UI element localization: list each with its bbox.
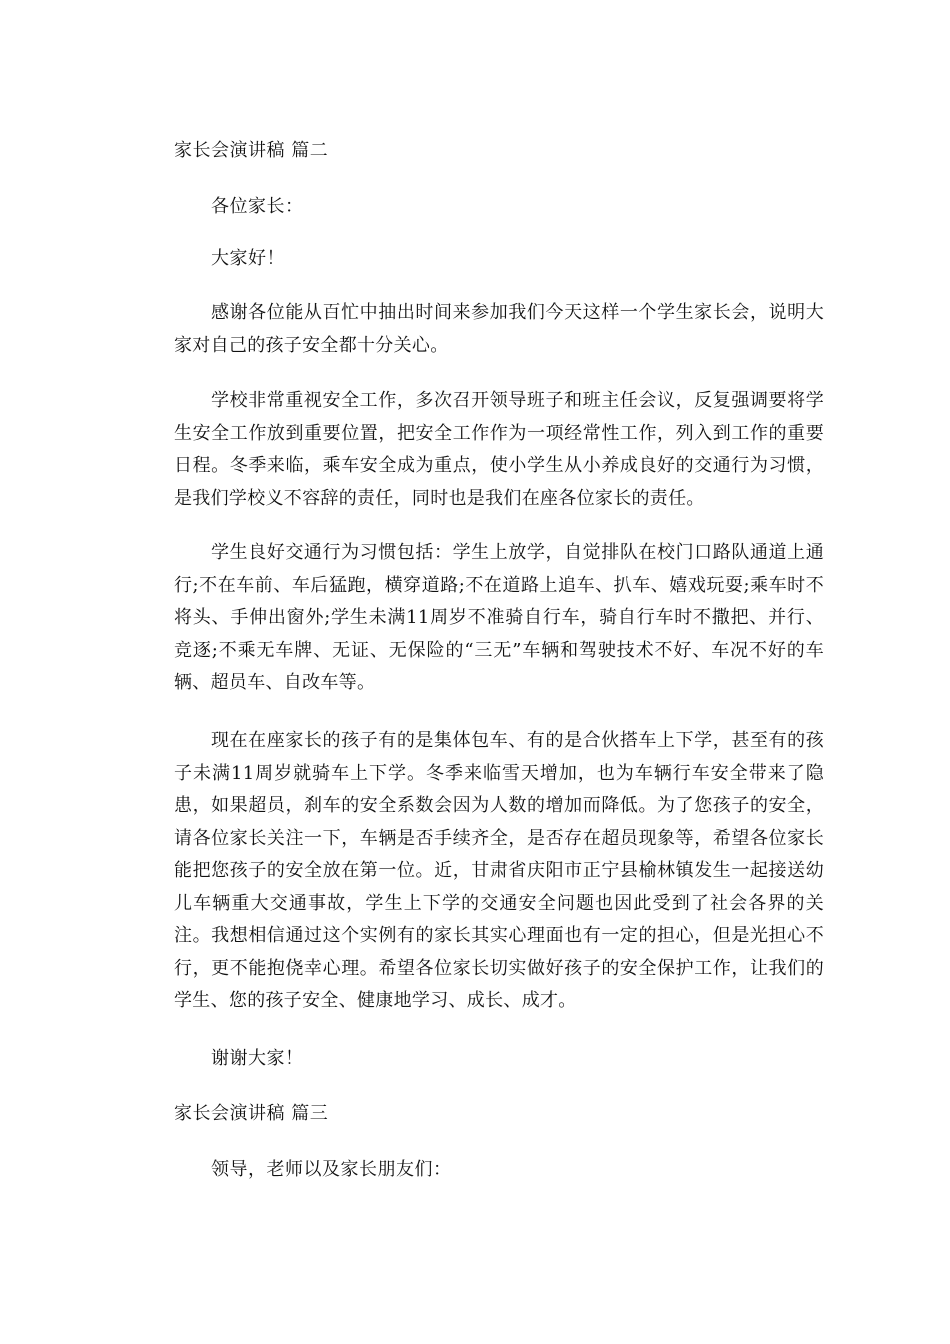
salutation-3: 领导，老师以及家长朋友们： — [211, 1159, 452, 1180]
paragraph-traffic-habits: 学生良好交通行为习惯包括：学生上放学，自觉排队在校门口路队通道上通行;不在车前、车后猛跑，横穿道路;不在道路上追车、扒车、嬉戏玩耍;乘车时不将头、手伸出窗外;学生未满11周岁不准骑自行车，骑自行车时不撒把、并行、竞逐;不乘无车牌、无证、无保险的“三无”车辆和驾驶技术不好、车况不好的车辆、超员车、自改车等。 — [174, 542, 824, 693]
paragraph-school-safety: 学校非常重视安全工作，多次召开领导班子和班主任会议，反复强调要将学生安全工作放到重要位置，把安全工作作为一项经常性工作，列入到工作的重要日程。冬季来临，乘车安全成为重点，使小学生从小养成良好的交通行为习惯，是我们学校义不容辞的责任，同时也是我们在座各位家长的责任。 — [174, 390, 824, 509]
closing: 谢谢大家！ — [211, 1048, 304, 1069]
paragraph-parents-attention: 现在在座家长的孩子有的是集体包车、有的是合伙搭车上下学，甚至有的孩子未满11周岁就骑车上下学。冬季来临雪天增加，也为车辆行车安全带来了隐患，如果超员，刹车的安全系数会因为人数的增加而降低。为了您孩子的安全，请各位家长关注一下，车辆是否手续齐全，是否存在超员现象等，希望各位家长能把您孩子的安全放在第一位。近，甘肃省庆阳市正宁县榆林镇发生一起接送幼儿车辆重大交通事故，学生上下学的交通安全问题也因此受到了社会各界的关注。我想相信通过这个实例有的家长其实心理面也有一定的担心，但是光担心不行，更不能抱侥幸心理。希望各位家长切实做好孩子的安全保护工作，让我们的学生、您的孩子安全、健康地学习、成长、成才。 — [174, 730, 824, 1011]
paragraph-thanks: 感谢各位能从百忙中抽出时间来参加我们今天这样一个学生家长会，说明大家对自己的孩子安全都十分关心。 — [174, 302, 824, 356]
section-heading-3: 家长会演讲稿 篇三 — [174, 1103, 329, 1124]
section-heading-2: 家长会演讲稿 篇二 — [174, 140, 329, 161]
salutation: 各位家长： — [211, 196, 304, 217]
greeting: 大家好！ — [211, 248, 285, 269]
